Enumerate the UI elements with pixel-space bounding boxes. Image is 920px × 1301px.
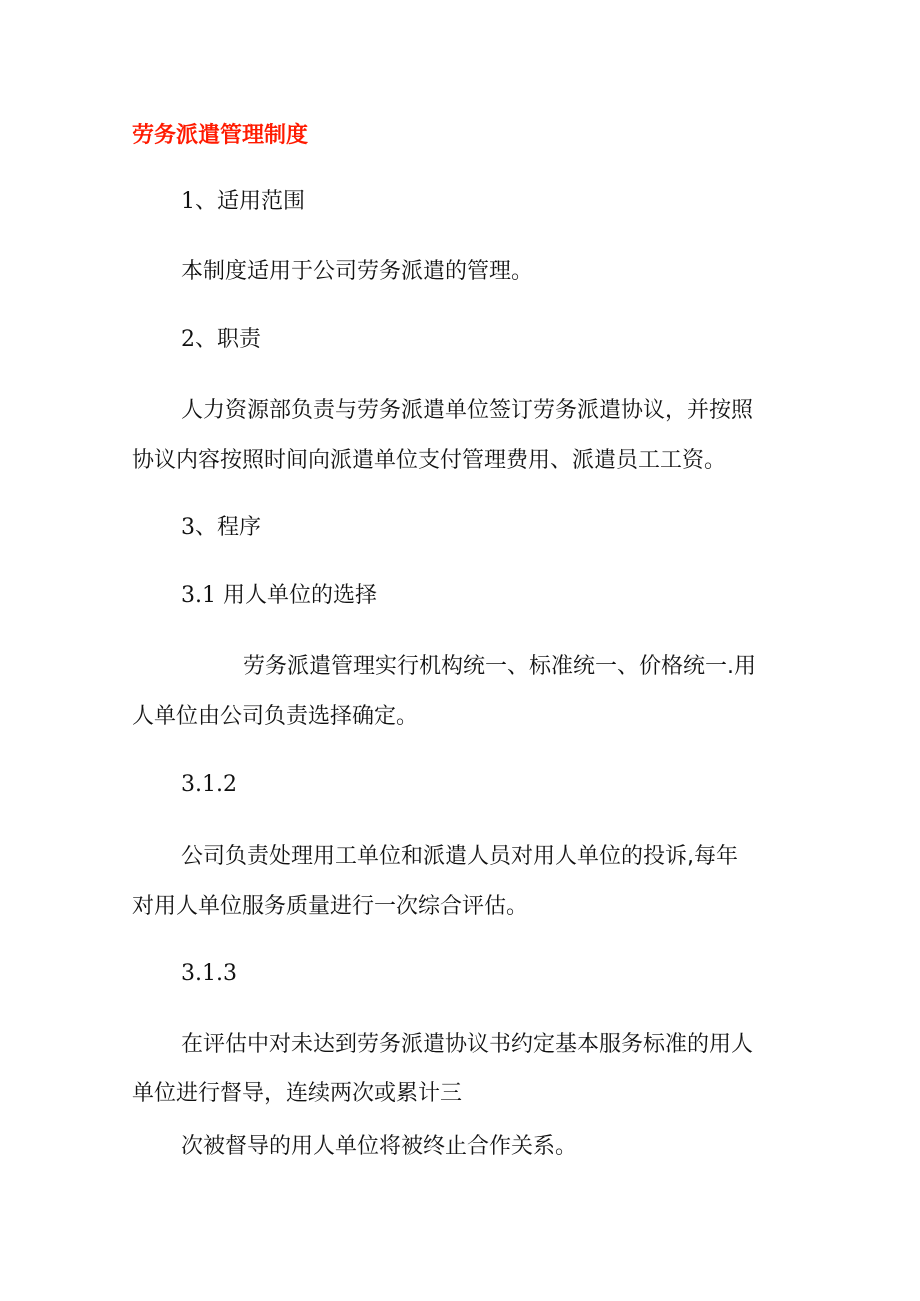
section-3-1-3-heading: 3.1.3 bbox=[181, 961, 237, 986]
section-3-1-heading: 3.1 用人单位的选择 bbox=[181, 583, 377, 608]
section-2-heading: 2、职责 bbox=[181, 327, 261, 352]
section-3-1-3-text-line-2: 单位进行督导，连续两次或累计三 bbox=[132, 1081, 463, 1106]
section-3-1-2-heading: 3.1.2 bbox=[181, 772, 237, 797]
section-2-text-line-2: 协议内容按照时间向派遣单位支付管理费用、派遣员工工资。 bbox=[132, 448, 727, 473]
section-3-heading: 3、程序 bbox=[181, 515, 261, 540]
section-2-text-line-1: 人力资源部负责与劳务派遣单位签订劳务派遣协议，并按照 bbox=[181, 398, 754, 423]
document-title: 劳务派遣管理制度 bbox=[132, 123, 309, 148]
section-3-1-3-text-line-3: 次被督导的用人单位将被终止合作关系。 bbox=[181, 1134, 578, 1159]
section-3-1-text-line-2: 人单位由公司负责选择确定。 bbox=[132, 704, 419, 729]
section-1-text: 本制度适用于公司劳务派遣的管理。 bbox=[181, 259, 534, 284]
section-3-1-3-text-line-1: 在评估中对未达到劳务派遣协议书约定基本服务标准的用人 bbox=[181, 1032, 754, 1057]
section-3-1-2-text-line-1: 公司负责处理用工单位和派遣人员对用人单位的投诉,每年 bbox=[181, 844, 738, 869]
section-1-heading: 1、适用范围 bbox=[181, 189, 305, 214]
section-3-1-text-line-1: 劳务派遣管理实行机构统一、标准统一、价格统一.用 bbox=[243, 654, 756, 679]
section-3-1-2-text-line-2: 对用人单位服务质量进行一次综合评估。 bbox=[132, 894, 529, 919]
